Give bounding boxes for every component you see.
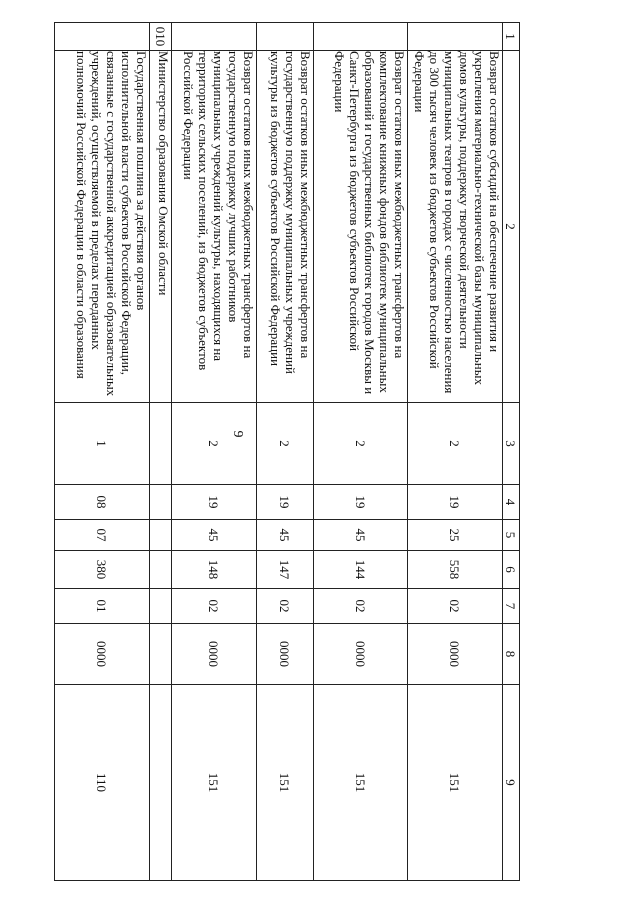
code-group xyxy=(150,403,172,485)
code-subarticle: 380 xyxy=(55,551,150,589)
code-subgroup: 19 xyxy=(172,485,257,520)
code-subarticle: 148 xyxy=(172,551,257,589)
code-subarticle xyxy=(150,551,172,589)
row-code-cell xyxy=(314,23,408,51)
row-code-cell xyxy=(172,23,257,51)
code-article: 45 xyxy=(172,520,257,551)
code-group: 1 xyxy=(55,403,150,485)
budget-classification-table-rotated xyxy=(55,22,520,880)
header-col-7: 7 xyxy=(503,589,520,624)
code-subgroup: 19 xyxy=(314,485,408,520)
code-article: 07 xyxy=(55,520,150,551)
header-col-3: 3 xyxy=(503,403,520,485)
code-economic: 151 xyxy=(257,685,314,881)
code-program: 0000 xyxy=(172,624,257,685)
code-element: 02 xyxy=(314,589,408,624)
table-row xyxy=(408,23,503,881)
header-col-8: 8 xyxy=(503,624,520,685)
code-group: 2 xyxy=(172,403,257,485)
code-program xyxy=(150,624,172,685)
table-row xyxy=(172,23,257,881)
code-element: 02 xyxy=(408,589,503,624)
budget-classification-table xyxy=(54,22,520,881)
code-element: 01 xyxy=(55,589,150,624)
code-subarticle: 144 xyxy=(314,551,408,589)
ministry-name: Министерство образования Омской области xyxy=(150,51,172,403)
row-description: Возврат остатков иных межбюджетных трансфертов на государственную поддержку муниципальных учреждений культуры из бюджетов субъектов Российской Федерации xyxy=(257,51,314,403)
code-subarticle: 147 xyxy=(257,551,314,589)
code-economic: 151 xyxy=(314,685,408,881)
code-subgroup xyxy=(150,485,172,520)
row-code-cell xyxy=(257,23,314,51)
code-element: 02 xyxy=(257,589,314,624)
header-col-2: 2 xyxy=(503,51,520,403)
header-col-6: 6 xyxy=(503,551,520,589)
header-col-1: 1 xyxy=(503,23,520,51)
table-row-ministry xyxy=(150,23,172,881)
code-program: 0000 xyxy=(314,624,408,685)
row-description: Государственная пошлина за действия органов исполнительной власти субъектов Российской Федерации, связанные с государственной аккредитацией образовательных учреждений, осуществляемой в пределах переданных полномочий Российской Федерации в области образования xyxy=(55,51,150,403)
table-row xyxy=(257,23,314,881)
code-economic: 151 xyxy=(172,685,257,881)
code-economic: 151 xyxy=(408,685,503,881)
code-subarticle: 558 xyxy=(408,551,503,589)
header-col-5: 5 xyxy=(503,520,520,551)
page-number: 9 xyxy=(230,430,245,438)
code-subgroup: 19 xyxy=(408,485,503,520)
code-group: 2 xyxy=(314,403,408,485)
header-col-9: 9 xyxy=(503,685,520,881)
code-economic xyxy=(150,685,172,881)
code-program: 0000 xyxy=(257,624,314,685)
code-element xyxy=(150,589,172,624)
row-description: Возврат остатков субсидий на обеспечение развития и укрепления материально-технической базы муниципальных домов культуры, поддержку творческой деятельности муниципальных театров в городах с численностью населения до 300 тысяч человек из бюджетов субъектов Российской Федерации xyxy=(408,51,503,403)
code-group: 2 xyxy=(408,403,503,485)
code-program: 0000 xyxy=(55,624,150,685)
header-col-4: 4 xyxy=(503,485,520,520)
row-description: Возврат остатков иных межбюджетных трансфертов на государственную поддержку лучших работников муниципальных учреждений культуры, находящихся на территориях сельских поселений, из бюджетов субъектов Российской Федерации xyxy=(172,51,257,403)
code-article: 45 xyxy=(314,520,408,551)
code-article: 45 xyxy=(257,520,314,551)
row-description: Возврат остатков иных межбюджетных трансфертов на комплектование книжных фондов библиотек муниципальных образований и государственных библиотек городов Москвы и Санкт-Петербурга из бюджетов субъектов Российской Федерации xyxy=(314,51,408,403)
code-article: 25 xyxy=(408,520,503,551)
code-article xyxy=(150,520,172,551)
code-group: 2 xyxy=(257,403,314,485)
code-program: 0000 xyxy=(408,624,503,685)
code-subgroup: 19 xyxy=(257,485,314,520)
table-row xyxy=(55,23,150,881)
row-code-cell xyxy=(55,23,150,51)
header-row xyxy=(503,23,520,881)
row-code-cell xyxy=(408,23,503,51)
ministry-code: 010 xyxy=(150,23,172,51)
code-element: 02 xyxy=(172,589,257,624)
code-subgroup: 08 xyxy=(55,485,150,520)
code-economic: 110 xyxy=(55,685,150,881)
table-row xyxy=(314,23,408,881)
